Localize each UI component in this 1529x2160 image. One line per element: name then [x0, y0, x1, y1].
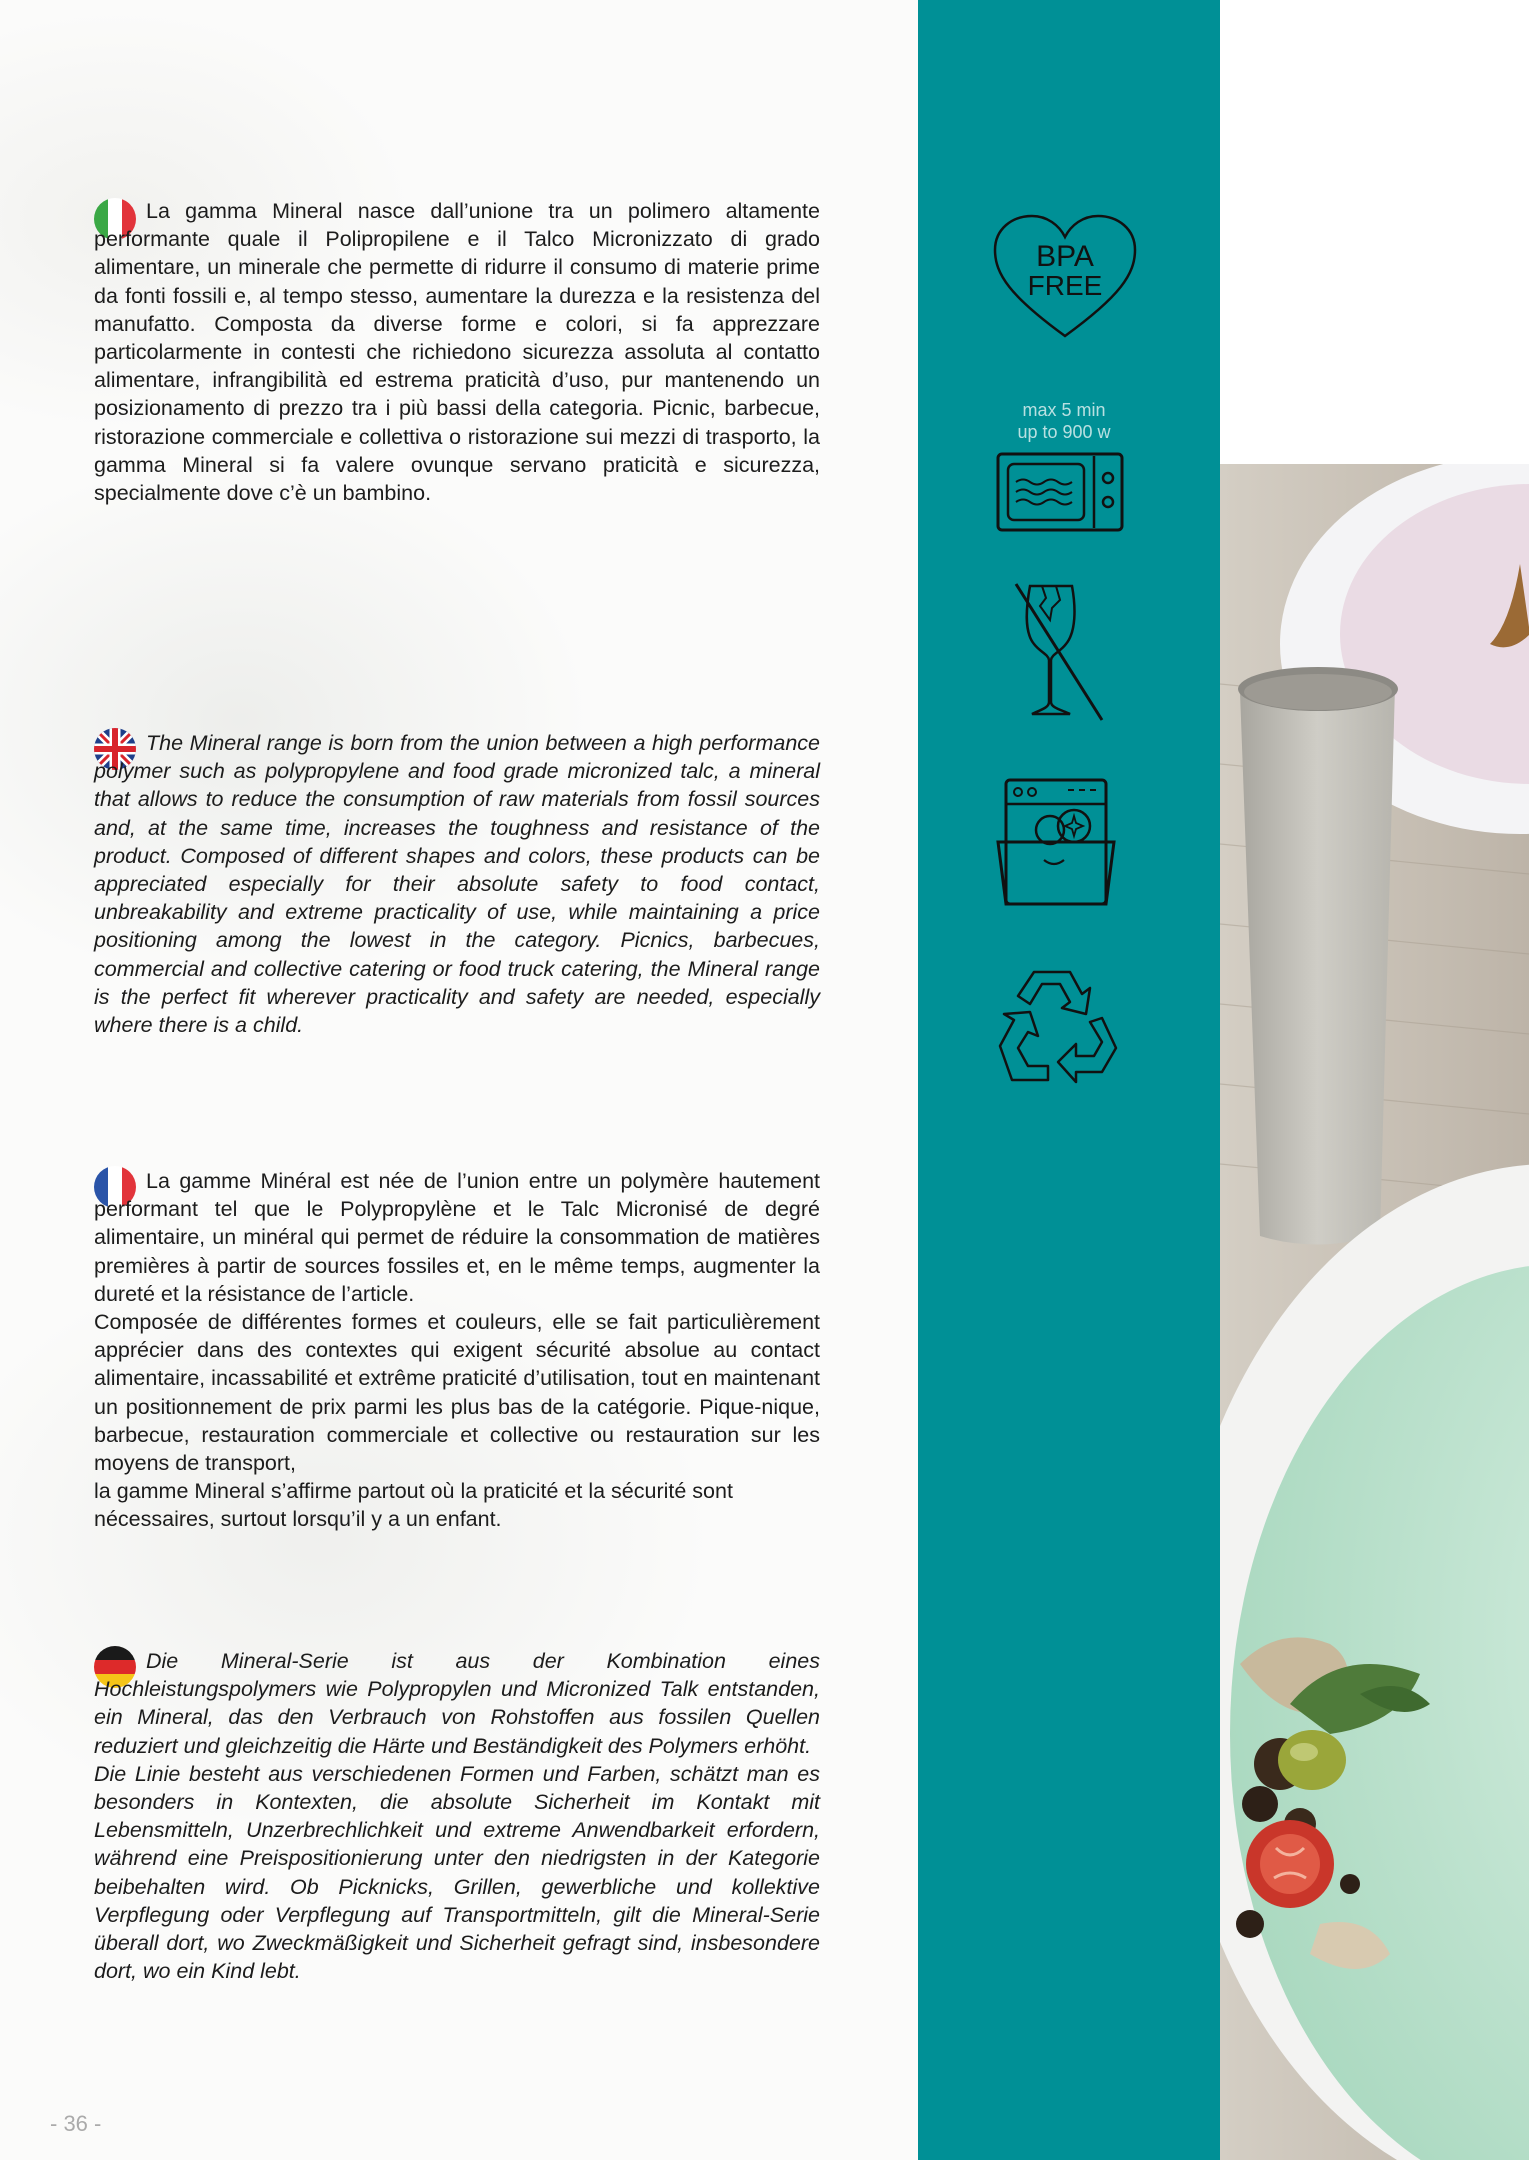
microwave-icon — [990, 450, 1130, 539]
french-paragraph-2: Composée de différentes formes et couleurs, elle se fait particulièrement apprécier dans des contextes qui exigent sécurité absolue au contact alimentaire, incassabilité et extrême praticité d’utilisation, tout en maintenant un positionnement de prix parmi les plus bas de la catégorie. Pique-nique, barbecue, restauration commerciale et collective ou restauration sur les moyens de transport, — [94, 1310, 820, 1476]
dishwasher-icon — [990, 774, 1120, 917]
english-paragraph: The Mineral range is born from the union between a high performance polymer such as polypropylene and food grade micronized talc, a mineral that allows to reduce the consumption of raw materials from fossil sources and, at the same time, increases the toughness and resistance of the product. Composed of different shapes and colors, these products can be appreciated especially for their absolute safety to food contact, unbreakability and extreme practicality of use, while maintaining a price positioning among the lowest in the category. Picnics, barbecues, commercial and collective catering or food truck catering, the Mineral range is the perfect fit wherever practicality and safety are needed, especially where there is a child. — [94, 731, 820, 1038]
italian-paragraph: La gamma Mineral nasce dall’unione tra un polimero altamente performante quale il Polipropilene e il Talco Micronizzato di grado alimentare, un minerale che permette di ridurre il consumo di materie prime da fonti fossili e, al tempo stesso, aumentare la durezza e la resistenza del manufatto. Composta da diverse forme e colori, si fa apprezzare particolarmente in contesti che richiedono sicurezza assoluta al contatto alimentare, infrangibilità ed estrema praticità d’uso, pur mantenendo un posizionamento di prezzo tra i più bassi della categoria. Picnic, barbecue, ristorazione commerciale e collettiva o ristorazione sui mezzi di trasporto, la gamma Mineral si fa valere ovunque servano praticità e sicurezza, specialmente dove c’è un bambino. — [94, 199, 820, 506]
unbreakable-glass-icon — [990, 580, 1110, 730]
bpa-free-heart-icon — [990, 212, 1140, 347]
french-paragraph-3: la gamme Mineral s’affirme partout où la praticité et la sécurité sont nécessaires, surtout lorsqu’il y a un enfant. — [94, 1479, 733, 1532]
german-paragraph-1: Die Mineral-Serie ist aus der Kombination eines Hochleistungspolymers wie Polypropylen und Micronized Talk entstanden, ein Mineral, das den Verbrauch von Rohstoffen aus fossilen Quellen reduziert und gleichzeitig die Härte und Beständigkeit des Polymers erhöht. — [94, 1649, 820, 1758]
english-text — [94, 729, 820, 1039]
german-text — [94, 1647, 820, 1985]
page-number: - 36 - — [50, 2111, 102, 2136]
italian-text — [94, 197, 820, 507]
microwave-label-1: max 5 min — [1022, 400, 1106, 420]
recycle-icon — [990, 962, 1120, 1097]
french-paragraph-1: La gamme Minéral est née de l’union entre un polymère hautement performant tel que le Polypropylène et le Talc Micronisé de degré alimentaire, un minéral qui permet de réduire la consommation de matières premières à partir de sources fossiles et, en le même temps, augmenter la dureté et la résistance de l’article. — [94, 1169, 820, 1306]
product-photo — [1220, 464, 1529, 2160]
german-paragraph-2: Die Linie besteht aus verschiedenen Formen und Farben, schätzt man es besonders in Kontexten, die absolute Sicherheit im Kontakt mit Lebensmitteln, Unzerbrechlichkeit und extreme Anwendbarkeit erfordern, während eine Preispositionierung unter den niedrigsten in der Kategorie beibehalten wird. Ob Picknicks, Grillen, gewerbliche und kollektive Verpflegung oder Verpflegung auf Transportmitteln, gilt die Mineral-Serie überall dort, wo Zweckmäßigkeit und Sicherheit gefragt sind, insbesondere dort, wo ein Kind lebt. — [94, 1761, 820, 1984]
french-text — [94, 1167, 820, 1534]
bpa-text: BPA — [1036, 240, 1094, 273]
microwave-label-2: up to 900 w — [1017, 422, 1111, 442]
free-text: FREE — [1027, 270, 1103, 301]
